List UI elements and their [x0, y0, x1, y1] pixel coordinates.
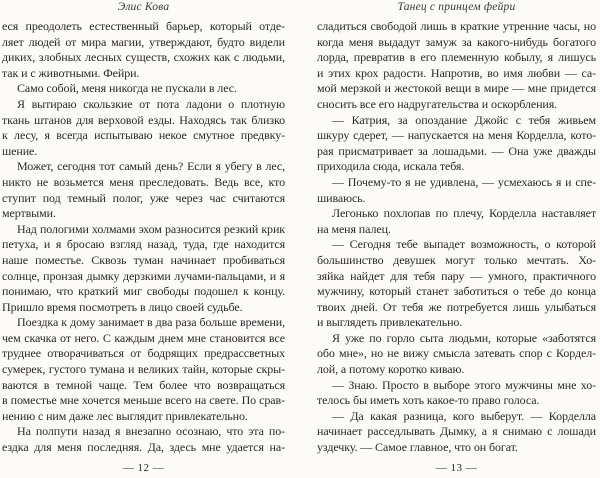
- text-line: зяйка найдет для тебя пару — умного, практичного: [317, 268, 596, 283]
- paragraph: [317, 409, 596, 456]
- page-left: [2, 0, 285, 478]
- text-line: солнце, пронзая дымку дерзкими лучами-пальцами, и я: [2, 268, 285, 283]
- text-line: нению с ним даже лес выглядит привлекательно.: [2, 408, 248, 423]
- text-line: телось бы иметь хоть какое-то право голоса.: [317, 393, 540, 408]
- text-line: начинает расседлывать Дымку, а я снимаю с лошади: [317, 424, 596, 439]
- text-line: На полпути назад я внезапно осознаю, что эта по-: [17, 424, 285, 439]
- text-line: мертвыми.: [2, 206, 56, 221]
- text-line: лой, а потому коротко киваю.: [317, 362, 465, 377]
- text-line: мой мерзкой и жестокой вещи в мире — мне придется: [317, 81, 596, 96]
- text-line: приходила сюда, искала тебя.: [317, 159, 465, 174]
- text-line: ткань штанов для верховой езды. Находясь так близко: [2, 112, 285, 127]
- text-line: когда меня выдадут замуж за какого-нибудь богатого: [317, 34, 596, 49]
- paragraph: [2, 222, 285, 316]
- text-line: мужчину, который станет заботиться о тебе до конца: [317, 284, 596, 299]
- paragraph: [2, 159, 285, 221]
- text-line: и выглядеть привлекательно.: [317, 315, 463, 330]
- paragraph: [317, 331, 596, 378]
- text-line: Само собой, меня никогда не пускали в лес.: [17, 81, 237, 96]
- text-line: Может, сегодня тот самый день? Если я убегу в лес,: [17, 159, 285, 174]
- text-line: обо мне», но не вижу смысла затевать спор с Кордел-: [317, 346, 596, 361]
- text-line: лорда, превратив в его племенную кобылу, я лишусь: [317, 50, 596, 65]
- running-header-author: Элис Кова: [117, 1, 170, 13]
- text-line: чем скачка от него. С каждым днем мне становится все: [2, 330, 285, 345]
- text-line: шение.: [2, 143, 38, 158]
- text-line: Пришло время посмотреть в лицо своей судьбе.: [2, 299, 243, 314]
- paragraph: [317, 113, 596, 175]
- text-line: — Да какая разница, кого выберут. — Корделла: [332, 408, 596, 423]
- text-line: и этих крох радости. Напротив, во имя любви — са-: [317, 65, 596, 80]
- text-line: Над пологими холмами эхом разносится резкий крик: [17, 221, 285, 236]
- text-line: Я уже по горло сыта людьми, которые «заботятся: [332, 330, 596, 345]
- paragraph: [317, 206, 596, 237]
- text-line: к лесу, я всегда испытываю некое смутное предвку-: [2, 128, 285, 143]
- paragraph: [317, 237, 596, 331]
- text-line: еся преодолеть естественный барьер, который отде-: [2, 19, 285, 33]
- page-number-right: — 13 —: [435, 462, 478, 474]
- text-line: сумерек, густого тумана и великих тайн, которые скры-: [2, 362, 285, 377]
- text-line: — Катрия, за опоздание Джойс с тебя живьем: [332, 112, 596, 127]
- paragraph: [317, 378, 596, 409]
- text-line: петуха, и я бросаю взгляд назад, туда, где находится: [2, 237, 285, 252]
- text-line: ваются в темной чаще. Тем более что возвращаться: [2, 377, 285, 392]
- text-line: так и с животными. Фейри.: [2, 65, 140, 80]
- text-line: на меня палец.: [317, 221, 391, 236]
- text-line: Легонько похлопав по плечу, Корделла наставляет: [332, 206, 596, 221]
- text-line: Поездка к дому занимает в два раза больше времени,: [17, 315, 285, 330]
- text-line: рая присматривает за лошадьми. — Она уже дважды: [317, 143, 596, 158]
- text-line: ляет людей от мира магии, утверждают, будто видели: [2, 34, 285, 49]
- paragraph: [2, 315, 285, 424]
- text-line: никто не возьмется меня преследовать. Ведь все, кто: [2, 174, 285, 189]
- page-number-left: — 12 —: [122, 462, 165, 474]
- page-right-text: [317, 19, 596, 456]
- text-line: сладиться свободой лишь в краткие утренние часы, но: [317, 19, 596, 33]
- page-right: [317, 0, 596, 478]
- text-line: твоих дней. От тебя же потребуется лишь улыбаться: [317, 299, 596, 314]
- text-line: сносить все его надругательства и оскорбления.: [317, 96, 558, 111]
- text-line: ступит под темный полог, уже через час считаются: [2, 190, 285, 205]
- text-line: — Почему-то я не удивлена, — усмехаюсь я и спе-: [332, 174, 596, 189]
- text-line: — Знаю. Просто в выборе этого мужчины мне хо-: [332, 377, 596, 392]
- paragraph: [2, 97, 285, 159]
- text-line: уздечку. — Самое главное, что он богат.: [317, 440, 518, 455]
- text-line: в поместье мне хочется меньше всего на свете. По срав-: [2, 393, 285, 408]
- text-line: ездка для меня последняя. Да, здесь мне удается на-: [2, 440, 285, 455]
- text-line: шиваюсь.: [317, 190, 366, 205]
- paragraph: [317, 19, 596, 113]
- text-line: большинство девушек могут только мечтать. Хо-: [317, 252, 596, 267]
- paragraph: [2, 19, 285, 81]
- text-line: наше поместье. Сквозь туман начинает пробиваться: [2, 252, 285, 267]
- text-line: труднее отворачиваться от бодрящих предрассветных: [2, 346, 285, 361]
- paragraph: [2, 81, 285, 97]
- paragraph: [317, 175, 596, 206]
- paragraph: [2, 424, 285, 455]
- running-header-title: Танец с принцем фейри: [397, 1, 516, 13]
- text-line: — Сегодня тебе выпадет возможность, о которой: [332, 237, 596, 252]
- text-line: понимаю, что краткий миг свободы подошел к концу.: [2, 284, 285, 299]
- text-line: шкуру сдерет, — напускается на меня Корделла, кото-: [317, 128, 596, 143]
- text-line: диких, злобных лесных существ, схожих как с людьми,: [2, 50, 285, 65]
- text-line: Я вытираю скользкие от пота ладони о плотную: [17, 96, 285, 111]
- page-left-text: [2, 19, 285, 456]
